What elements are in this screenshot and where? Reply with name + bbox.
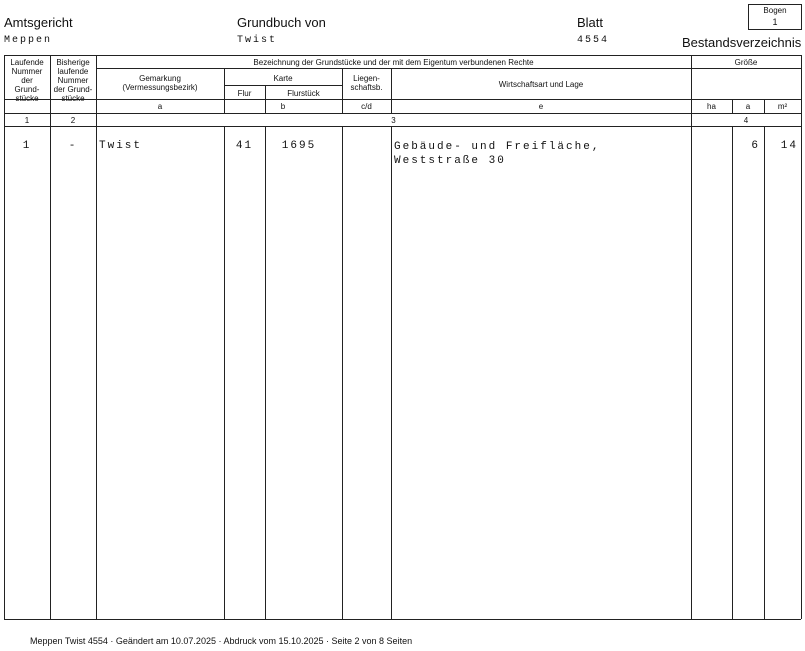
sub-m2: m² <box>777 102 788 111</box>
liegenschaftsb-header: Liegen- schaftsb. <box>350 74 383 92</box>
row-lfd-nr: 1 <box>22 140 32 152</box>
bogen-label: Bogen <box>763 6 787 15</box>
row-flur: 41 <box>235 140 254 152</box>
karte-header: Karte <box>273 74 293 83</box>
colnum-1: 1 <box>24 116 30 125</box>
amtsgericht-label: Amtsgericht <box>4 15 73 30</box>
group-header: Bezeichnung der Grundstücke und der mit dem Eigentum verbundenen Rechte <box>253 58 534 67</box>
col1-header: Laufende Nummer der Grund- stücke <box>10 58 44 103</box>
sub-e: e <box>538 102 544 111</box>
row-bisherige-nr: - <box>68 140 78 152</box>
sub-cd: c/d <box>361 102 372 111</box>
row-ar: 6 <box>751 140 760 152</box>
row-gemarkung: Twist <box>99 140 143 152</box>
page-footer: Meppen Twist 4554 · Geändert am 10.07.2025 · Abdruck vom 15.10.2025 · Seite 2 von 8 Seiten <box>30 636 413 646</box>
row-m2: 14 <box>780 140 798 152</box>
sub-b: b <box>280 102 286 111</box>
col2-header: Bisherige laufende Nummer der Grund- stücke <box>53 58 93 103</box>
row-flurstueck: 1695 <box>281 140 317 152</box>
gemarkung-header: Gemarkung (Vermessungsbezirk) <box>122 74 198 92</box>
colnum-2: 2 <box>70 116 76 125</box>
section-title: Bestandsverzeichnis <box>682 35 802 50</box>
flurstueck-header: Flurstück <box>287 89 320 98</box>
row-wirtschaftsart: Gebäude- und Freifläche, Weststraße 30 <box>394 141 601 167</box>
bogen-box <box>748 4 802 30</box>
sub-a: a <box>157 102 163 111</box>
grundbuch-value: Twist <box>237 35 278 46</box>
blatt-value: 4554 <box>577 35 610 46</box>
colnum-3: 3 <box>391 116 396 125</box>
bogen-value: 1 <box>772 17 778 27</box>
flur-header: Flur <box>237 89 252 98</box>
sub-ar: a <box>745 102 751 111</box>
colnum-4: 4 <box>743 116 749 125</box>
grundbuch-label: Grundbuch von <box>237 15 326 30</box>
sub-ha: ha <box>707 102 716 111</box>
groesse-header: Größe <box>734 58 758 67</box>
wirtschaftsart-header: Wirtschaftsart und Lage <box>498 80 584 89</box>
amtsgericht-value: Meppen <box>4 35 53 46</box>
blatt-label: Blatt <box>577 15 604 30</box>
